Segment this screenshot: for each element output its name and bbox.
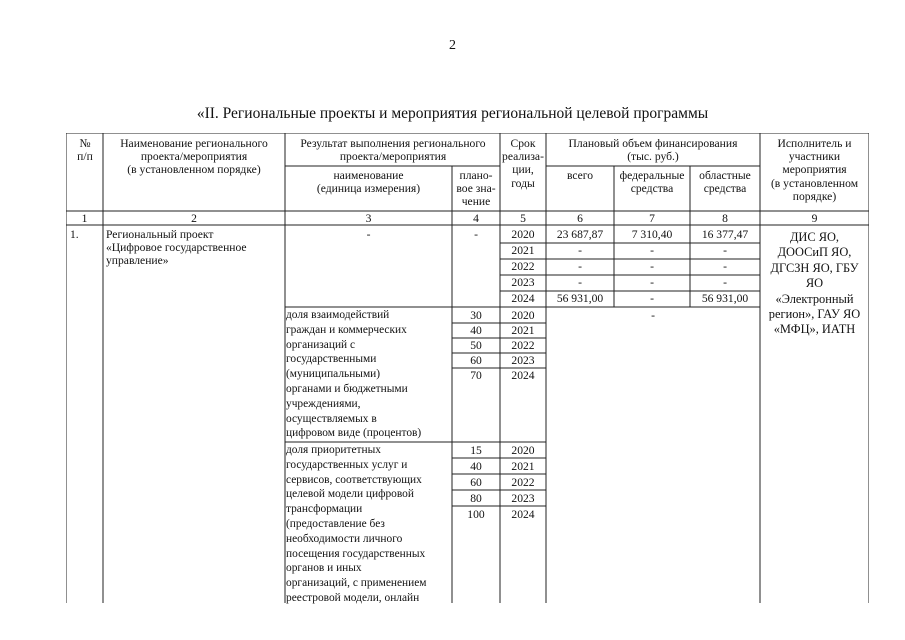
- finance-regional: 16 377,47: [701, 228, 749, 241]
- indicator-value: 40: [470, 324, 482, 337]
- header-federal: федеральные средства: [619, 169, 685, 196]
- finance-year: 2021: [511, 244, 535, 257]
- header-regional: областные средства: [699, 169, 751, 196]
- col-number-5: 5: [520, 212, 526, 225]
- finance-regional: -: [723, 276, 727, 289]
- indicator-value: 40: [470, 460, 482, 473]
- section-title: «II. Региональные проекты и мероприятия региональной целевой программы: [196, 105, 709, 122]
- header-executor: Исполнитель и участники мероприятия (в установленном порядке): [770, 137, 859, 203]
- indicator-year: 2022: [511, 339, 535, 352]
- project-name: Региональный проект «Цифровое государственное управление»: [106, 228, 247, 268]
- finance-regional: -: [723, 260, 727, 273]
- indicator-year: 2024: [511, 508, 535, 521]
- project-executor: ДИС ЯО, ДООСиП ЯО, ДГСЗН ЯО, ГБУ ЯО «Электронный регион», ГАУ ЯО «МФЦ», ИАТН: [768, 230, 861, 337]
- finance-total: -: [578, 244, 582, 257]
- project-number: 1.: [70, 228, 79, 241]
- indicator-value: 30: [470, 309, 482, 322]
- indicator-value: 100: [467, 508, 485, 521]
- finance-federal: -: [650, 244, 654, 257]
- header-total: всего: [566, 169, 594, 182]
- indicator-value: 60: [470, 476, 482, 489]
- header-term: Срок реализа- ции, годы: [502, 137, 544, 190]
- finance-year: 2022: [511, 260, 535, 273]
- finance-regional: 56 931,00: [701, 292, 749, 305]
- finance-total: -: [578, 260, 582, 273]
- indicator-year: 2021: [511, 324, 535, 337]
- finance-federal: 7 310,40: [631, 228, 673, 241]
- indicator-value: 50: [470, 339, 482, 352]
- col-number-3: 3: [365, 212, 372, 225]
- indicator-year: 2023: [511, 492, 535, 505]
- finance-year: 2024: [511, 292, 535, 305]
- indicator-name: доля взаимодействий граждан и коммерческих организаций с государственными (муниципальными) органами и бюджетными учреждениями, осуществляемых в цифровом виде (процентов): [286, 309, 422, 440]
- col-number-8: 8: [722, 212, 728, 225]
- page-number: 2: [449, 38, 456, 53]
- header-result-name: наименование (единица измерения): [316, 169, 421, 196]
- header-number: № п/п: [77, 137, 93, 164]
- finance-total: -: [578, 276, 582, 289]
- header-result-plan: плано- вое зна- чение: [456, 169, 496, 209]
- indicator-value: 60: [470, 354, 482, 367]
- header-finance: Плановый объем финансирования (тыс. руб.): [568, 137, 738, 164]
- finance-total: 23 687,87: [556, 228, 604, 241]
- project-result-plan: -: [474, 228, 478, 241]
- finance-total: 56 931,00: [556, 292, 604, 305]
- col-number-2: 2: [191, 212, 197, 225]
- indicator-year: 2024: [511, 369, 535, 382]
- col-number-1: 1: [81, 212, 88, 225]
- finance-year: 2023: [511, 276, 535, 289]
- indicator-year: 2020: [511, 309, 535, 322]
- finance-regional: -: [723, 244, 727, 257]
- indicator-value: 15: [470, 444, 482, 457]
- indicator-year: 2020: [511, 444, 535, 457]
- indicator-value: 80: [470, 492, 482, 505]
- program-table: [66, 133, 869, 603]
- indicator-year: 2023: [511, 354, 535, 367]
- indicator-year: 2022: [511, 476, 535, 489]
- indicator-name: доля приоритетных государственных услуг и сервисов, соответствующих целевой модели цифровой трансформации (предоставление без необходимости личного посещения государственных органов и иных организаций, с применением реестровой модели, онлайн: [286, 444, 427, 604]
- project-result-name: -: [366, 228, 371, 241]
- col-number-6: 6: [577, 212, 583, 225]
- finance-federal: -: [650, 260, 654, 273]
- finance-federal: -: [650, 292, 654, 305]
- indicator-value: 70: [470, 369, 482, 382]
- col-number-4: 4: [473, 212, 479, 225]
- col-number-7: 7: [649, 212, 655, 225]
- indicator-year: 2021: [511, 460, 535, 473]
- finance-year: 2020: [511, 228, 535, 241]
- indicator-finance-dash: -: [651, 309, 655, 322]
- col-number-9: 9: [811, 212, 818, 225]
- header-result: Результат выполнения регионального проекта/мероприятия: [300, 137, 486, 164]
- finance-federal: -: [650, 276, 654, 289]
- header-project-name: Наименование регионального проекта/мероприятия (в установленном порядке): [120, 137, 268, 177]
